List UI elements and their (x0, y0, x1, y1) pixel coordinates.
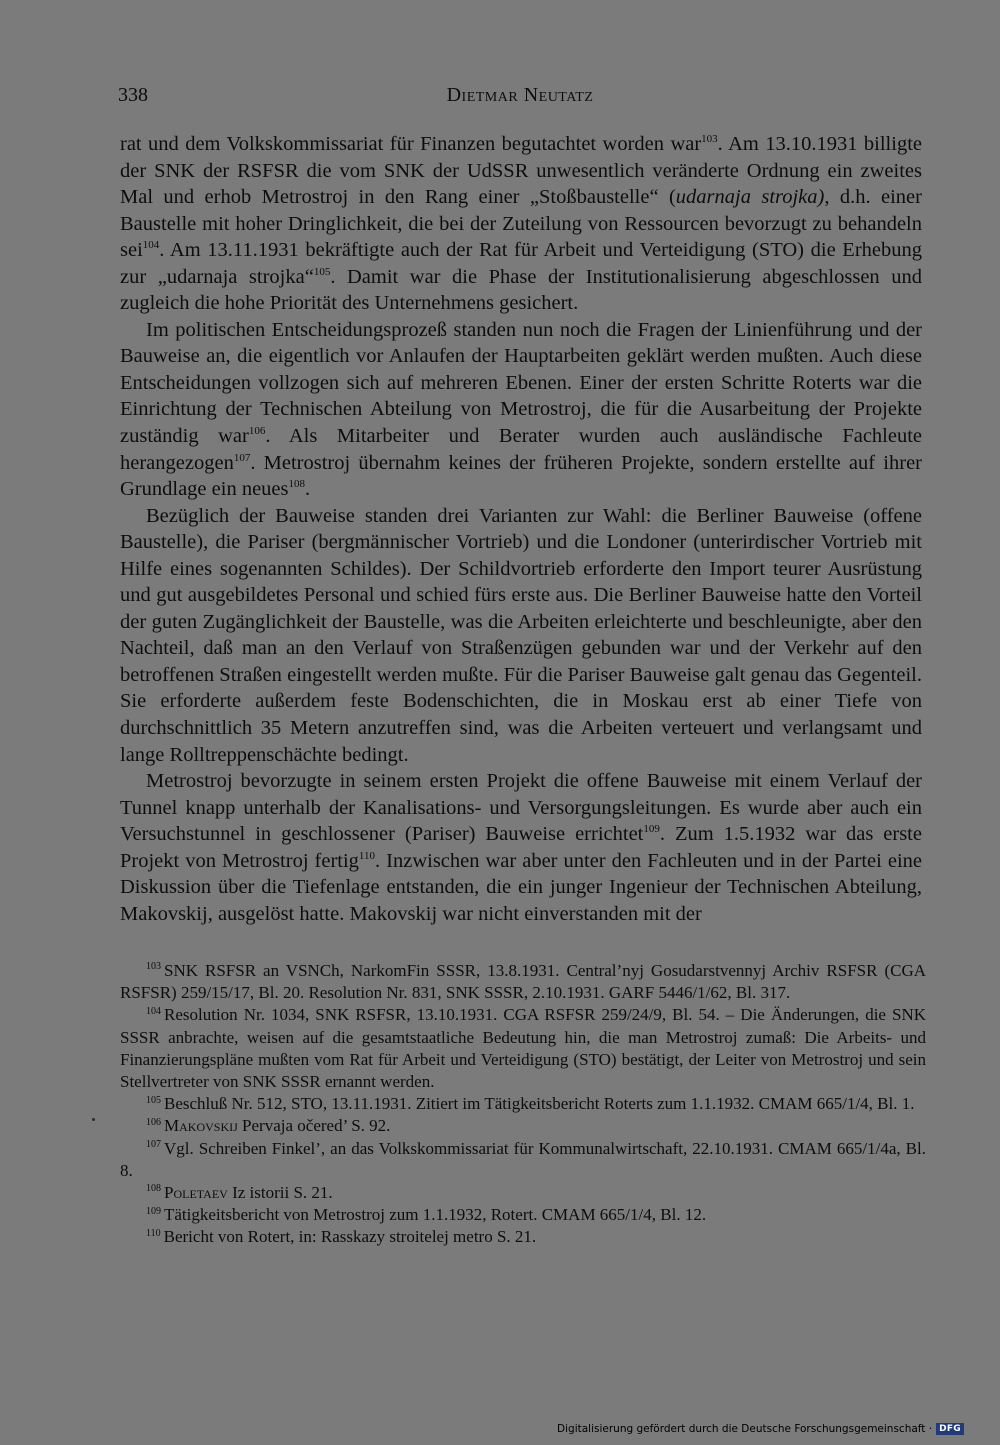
credit-text: Digitalisierung gefördert durch die Deutsche Forschungsgemeinschaft · (557, 1423, 933, 1435)
author-name: Makovskij (164, 1116, 238, 1136)
digitization-credit (557, 1423, 964, 1435)
paragraph (120, 503, 922, 768)
text-run: . Als Mitarbeiter und Berater wurden auch ausländische Fachleute herangezogen (120, 425, 923, 474)
footnote-number: 107 (146, 1138, 161, 1150)
text-run: . Inzwischen war aber unter den Fachleuten und in der Partei eine Diskussion über die Tiefenlage entstanden, die ein junger Ingenieur der Technischen Abteilung, Makovskij, ausgelöst hatte. Makovskij war nicht einverstanden mit der (120, 849, 922, 925)
footnote (120, 1138, 926, 1182)
text-run: . (305, 478, 311, 501)
text-run: , d.h. einer Baustelle mit hoher Dringlichkeit, die bei der Zuteilung von Ressourcen bevorzugt zu behandeln sei (120, 186, 922, 262)
text-run: Bezüglich der Bauweise standen drei Varianten zur Wahl: die Berliner Bauweise (offene Baustelle), die Pariser (bergmännischer Vortrieb) und die Londoner (unterirdischer Vortrieb mit Hilfe eines sogenannten Schildes). Der Schildvortrieb erforderte den Import teurer Ausrüstung und gut ausgebildetes Personal und schied fürs erste aus. Die Berliner Bauweise hatte den Vorteil der guten Zugänglichkeit der Baustelle, was die Arbeiten erleichterte und beschleunigte, aber den Nachteil, daß man an den Verlauf von Straßenzügen gebunden war und der Verkehr auf den betroffenen Straßen eingestellt werden mußte. Für die Pariser Bauweise galt genau das Gegenteil. Sie erforderte außerdem feste Bodenschichten, die in Moskau erst ab einer Tiefe von durchschnittlich 35 Metern anzutreffen sind, was die Arbeiten verteuert und verlangsamt und lange Rolltreppenschächte bedingt. (120, 504, 922, 766)
footnote-ref: 106 (248, 425, 266, 438)
footnote (120, 1204, 926, 1226)
page-number: 338 (118, 84, 148, 106)
paragraph (120, 131, 922, 317)
text-run: . Am 13.11.1931 bekräftigte auch der Rat für Arbeit und Verteidigung (STO) die Erhebung zur „udarnaja strojka“ (120, 239, 922, 288)
footnote-ref: 110 (358, 849, 376, 862)
text-run: Pervaja očered’ S. 92. (237, 1116, 391, 1136)
text-run: . Am 13.10.1931 billigte der SNK der RSFSR die vom SNK der UdSSR unwesentlich veränderte Ordnung ein zweites Mal und erhob Metrostroj in den Rang einer „Stoßbaustelle“ ( (120, 133, 922, 209)
footnote-number: 105 (146, 1094, 161, 1106)
footnote-number: 103 (146, 961, 161, 973)
footnote (120, 1093, 926, 1115)
dfg-logo-icon: DFG (936, 1423, 964, 1435)
scan-speck (92, 1118, 95, 1121)
footnote-ref: 104 (142, 239, 160, 252)
footnote-ref: 105 (313, 265, 331, 278)
text-run: Metrostroj bevorzugte in seinem ersten Projekt die offene Bauweise mit einem Verlauf der Tunnel knapp unterhalb der Kanalisations- und Versorgungsleitungen. Es wurde aber auch ein Versuchstunnel in geschlossener (Pariser) Bauweise errichtet (120, 770, 922, 846)
body-text (120, 131, 922, 927)
footnote-ref: 103 (701, 133, 718, 146)
footnote-number: 106 (146, 1116, 161, 1128)
paragraph (120, 317, 922, 503)
text-run: SNK RSFSR an VSNCh, NarkomFin SSSR, 13.8.1931. Central’nyj Gosudarstvennyj Archiv RSFSR (CGA RSFSR) 259/15/17, Bl. 20. Resolution Nr. 831, SNK SSSR, 2.10.1931. GARF 5446/1/62, Bl. 317. (120, 961, 926, 1003)
footnote (120, 1004, 926, 1093)
italic-term: udarnaja strojka) (675, 186, 825, 209)
footnote-number: 104 (146, 1005, 161, 1017)
text-run: Vgl. Schreiben Finkel’, an das Volkskommissariat für Kommunalwirtschaft, 22.10.1931. CMAM 665/1/4a, Bl. 8. (120, 1138, 926, 1180)
paragraph (120, 768, 922, 927)
footnote (120, 1115, 926, 1137)
text-run: . Zum 1.5.1932 war das erste Projekt von Metrostroj fertig (120, 823, 922, 872)
footnote-number: 110 (146, 1227, 161, 1239)
running-head: Dietmar Neutatz (446, 84, 594, 106)
footnote-number: 108 (146, 1183, 161, 1195)
footnote (120, 1182, 926, 1204)
text-run: Im politischen Entscheidungsprozeß standen nun noch die Fragen der Linienführung und der Bauweise an, die eigentlich vor Anlaufen der Hauptarbeiten geklärt werden mußten. Auch diese Entscheidungen vollzogen sich auf mehreren Ebenen. Einer der ersten Schritte Roterts war die Einrichtung der Technischen Abteilung von Metrostroj, die für die Ausarbeitung der Projekte zuständig war (120, 318, 922, 448)
text-run: Bericht von Rotert, in: Rasskazy stroitelej metro S. 21. (163, 1227, 537, 1247)
footnotes (120, 960, 926, 1249)
text-run: Tätigkeitsbericht von Metrostroj zum 1.1.1932, Rotert. CMAM 665/1/4, Bl. 12. (164, 1205, 707, 1225)
footnote (120, 960, 926, 1004)
text-run: . Damit war die Phase der Institutionalisierung abgeschlossen und zugleich die hohe Priorität des Unternehmens gesichert. (120, 265, 922, 315)
footnote-ref: 108 (288, 478, 305, 491)
footnote-ref: 107 (233, 451, 251, 464)
footnote-ref: 109 (643, 823, 660, 836)
text-run: rat und dem Volkskommissariat für Finanzen begutachtet worden war (120, 133, 702, 155)
text-run: . Metrostroj übernahm keines der früheren Projekte, sondern erstellte auf ihrer Grundlage ein neues (120, 451, 922, 501)
footnote (120, 1226, 926, 1248)
text-run: Resolution Nr. 1034, SNK RSFSR, 13.10.1931. CGA RSFSR 259/24/9, Bl. 54. – Die Änderungen, die SNK SSSR anbrachte, weisen auf die gesamtstaatliche Bedeutung hin, die man Metrostroj zumaß: Die Arbeits- und Finanzierungspläne mußten vom Rat für Arbeit und Verteidigung (STO) bestätigt, der Leiter von Metrostroj und sein Stellvertreter von SNK SSSR ernannt werden. (120, 1005, 926, 1092)
footnote-number: 109 (146, 1205, 161, 1217)
author-name: Poletaev (164, 1183, 228, 1203)
text-run: Iz istorii S. 21. (227, 1183, 333, 1203)
text-run: Beschluß Nr. 512, STO, 13.11.1931. Zitiert im Tätigkeitsbericht Roterts zum 1.1.1932. CMAM 665/1/4, Bl. 1. (164, 1094, 915, 1114)
